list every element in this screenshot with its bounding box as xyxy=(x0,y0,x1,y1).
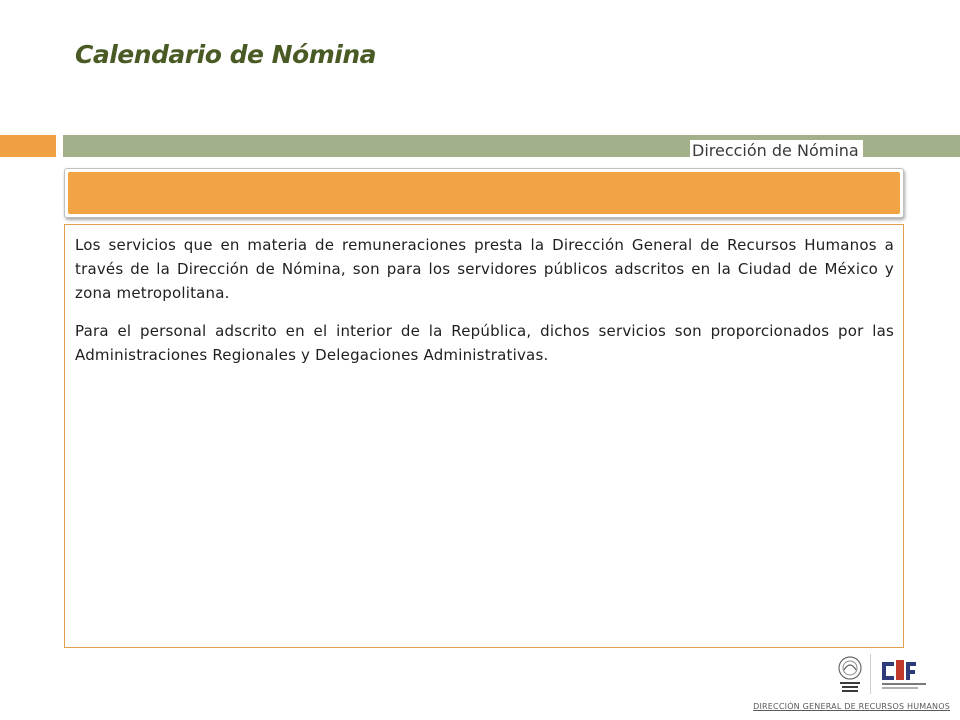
cjf-logo-icon xyxy=(878,654,930,694)
footer-logos xyxy=(820,652,940,700)
paragraph: Para el personal adscrito en el interior de la República, dichos servicios son proporcionados por las Administraciones Regionales y Delegaciones Administrativas. xyxy=(75,322,894,364)
institution-logos-icon xyxy=(820,652,940,700)
seal-logo-icon xyxy=(839,657,861,692)
section-label: Dirección de Nómina xyxy=(690,140,863,162)
content-header-bar xyxy=(64,168,904,218)
page-title: Calendario de Nómina xyxy=(75,40,377,69)
content-header-fill xyxy=(68,172,900,214)
footer-text: DIRECCIÓN GENERAL DE RECURSOS HUMANOS xyxy=(753,702,950,711)
accent-tab xyxy=(0,135,56,157)
paragraph: Los servicios que en materia de remuneraciones presta la Dirección General de Recursos Humanos a través de la Dirección de Nómina, son para los servidores públicos adscritos en la Ciudad de México y zona metropolitana. xyxy=(75,236,894,302)
content-box xyxy=(64,224,904,648)
